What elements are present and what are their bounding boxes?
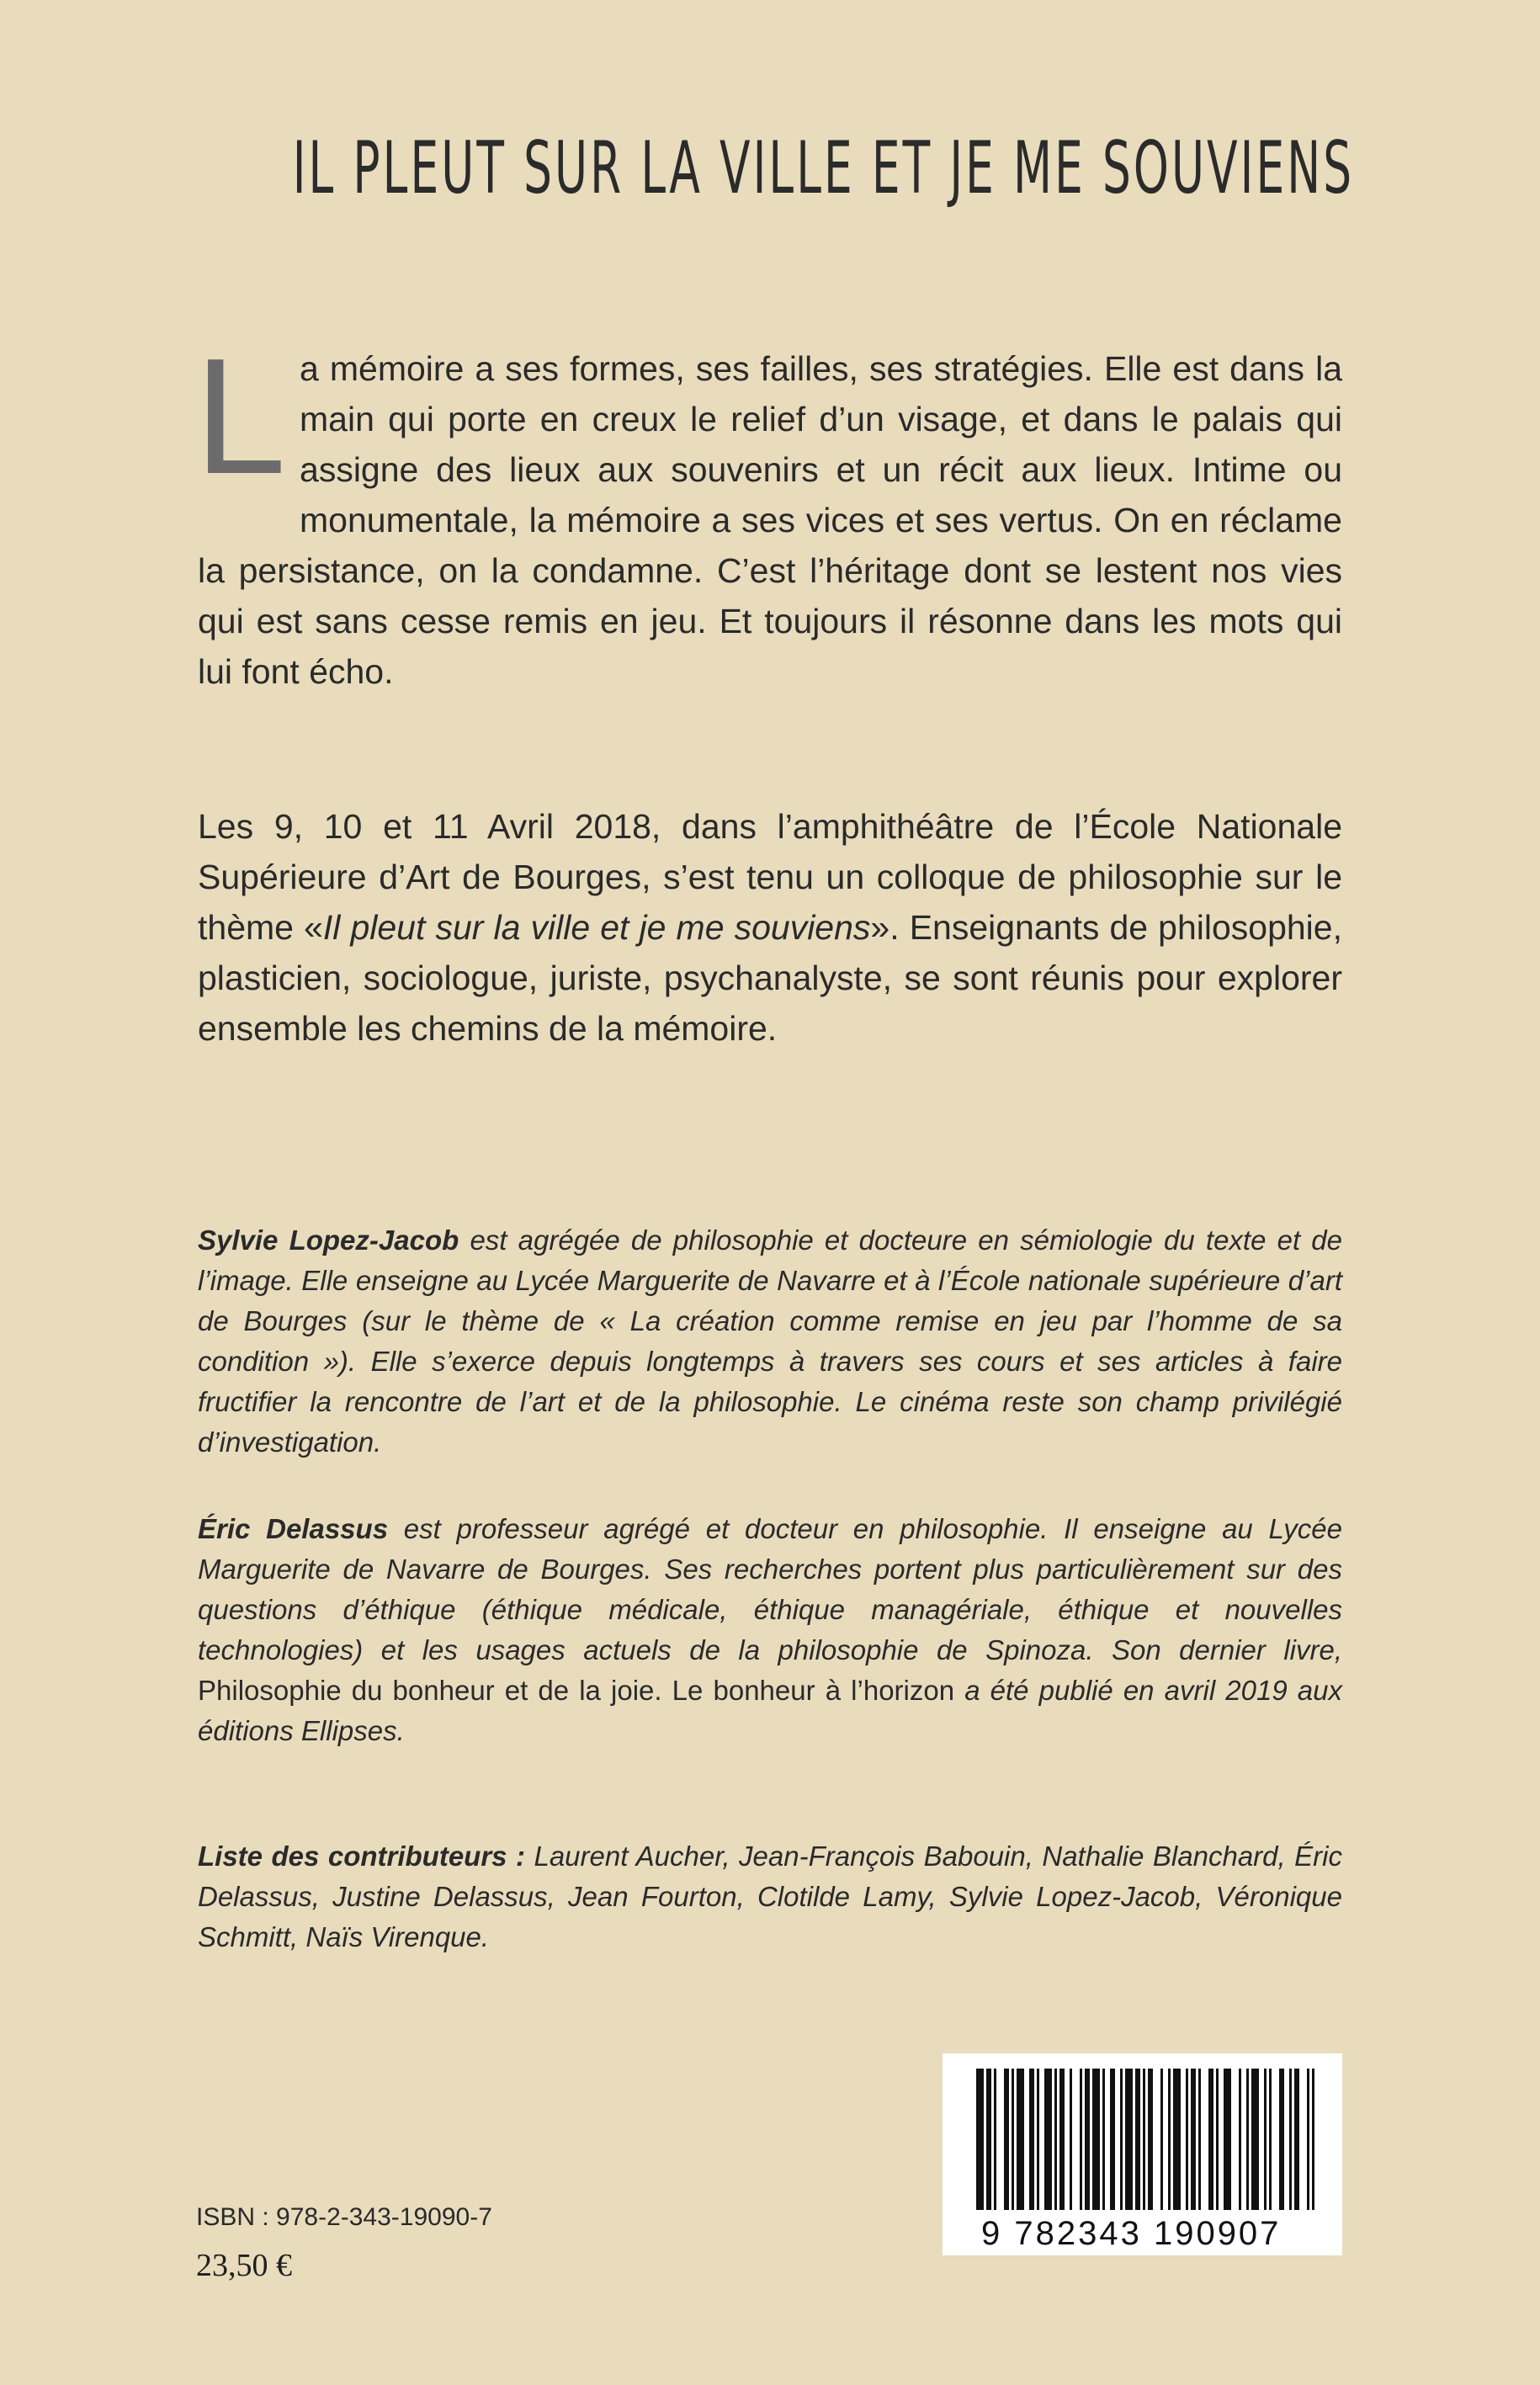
barcode-bar bbox=[1054, 2069, 1057, 2210]
barcode-bar bbox=[1191, 2069, 1196, 2210]
author-name: Sylvie Lopez-Jacob bbox=[198, 1224, 459, 1256]
barcode-bar bbox=[994, 2069, 996, 2210]
barcode-bar bbox=[1289, 2069, 1292, 2210]
contributors-label: Liste des contributeurs : bbox=[198, 1841, 525, 1872]
author-bio-lopez-jacob bbox=[198, 1220, 1342, 1463]
barcode-bar bbox=[1279, 2069, 1284, 2210]
barcode-bar bbox=[1080, 2069, 1082, 2210]
barcode-bar bbox=[976, 2069, 984, 2210]
intro-paragraph bbox=[194, 324, 1342, 697]
author-bio-text-end: a été publié en avril 2019 aux éditions Ellipses. bbox=[198, 1675, 1342, 1746]
barcode-bar bbox=[1269, 2069, 1272, 2210]
book-title: IL PLEUT SUR LA VILLE ET JE ME SOUVIENS bbox=[292, 126, 1355, 210]
barcode-bar bbox=[1037, 2069, 1039, 2210]
barcode-bar bbox=[1251, 2069, 1259, 2210]
author-name: Éric Delassus bbox=[198, 1513, 389, 1544]
barcode-bar bbox=[1148, 2069, 1153, 2210]
isbn: ISBN : 978-2-343-19090-7 bbox=[196, 2203, 492, 2231]
author-bio-text: est professeur agrégé et docteur en philosophie. Il enseigne au Lycée Marguerite de Navarre de Bourges. Ses recherches portent plus particulièrement sur des questions d’éthique (éthique médicale, éthique managériale, éthique et nouvelles technologies) et les usages actuels de la philosophie de Spinoza. Son dernier livre, bbox=[198, 1513, 1342, 1665]
colloque-paragraph bbox=[198, 801, 1342, 1054]
barcode-bar bbox=[1059, 2069, 1065, 2210]
book-reference: Philosophie du bonheur et de la joie. Le bonheur à l’horizon bbox=[198, 1675, 955, 1706]
barcode-bar bbox=[1092, 2069, 1100, 2210]
barcode-bar bbox=[1208, 2069, 1213, 2210]
barcode-bar bbox=[1264, 2069, 1267, 2210]
colloque-text-before: Les 9, 10 et 11 Avril 2018, dans l’amphithéâtre de l’École Nationale Supérieure d’Art de Bourges, s’est tenu un colloque de philosophie sur le thème « bbox=[198, 807, 1342, 947]
colloque-theme: Il pleut sur la ville et je me souviens bbox=[322, 908, 871, 947]
barcode-bar bbox=[1044, 2069, 1052, 2210]
barcode bbox=[943, 2053, 1342, 2255]
barcode-bar bbox=[1186, 2069, 1188, 2210]
drop-cap: L bbox=[194, 324, 287, 508]
barcode-bar bbox=[1160, 2069, 1163, 2210]
barcode-bar bbox=[1168, 2069, 1171, 2210]
barcode-bar bbox=[1135, 2069, 1140, 2210]
barcode-bar bbox=[1143, 2069, 1145, 2210]
barcode-bar bbox=[1312, 2069, 1314, 2210]
barcode-bar bbox=[1070, 2069, 1072, 2210]
barcode-bar bbox=[1012, 2069, 1014, 2210]
barcode-bar bbox=[1004, 2069, 1009, 2210]
barcode-bar bbox=[1294, 2069, 1299, 2210]
contributors-names: Laurent Aucher, Jean-François Babouin, Nathalie Blanchard, Éric Delassus, Justine Delassus, Jean Fourton, Clotilde Lamy, Sylvie Lopez-Jacob, Véronique Schmitt, Naïs Virenque. bbox=[198, 1841, 1342, 1952]
barcode-bar bbox=[1246, 2069, 1249, 2210]
barcode-bar bbox=[1120, 2069, 1123, 2210]
barcode-bar bbox=[1102, 2069, 1105, 2210]
barcode-bar bbox=[1029, 2069, 1034, 2210]
barcode-bar bbox=[1216, 2069, 1219, 2210]
barcode-digits: 9 782343 190907 bbox=[981, 2215, 1282, 2252]
barcode-bar bbox=[1224, 2069, 1231, 2210]
colloque-text-after: ». Enseignants de philosophie, plasticien, sociologue, juriste, psychanalyste, se sont réunis pour explorer ensemble les chemins de la mémoire. bbox=[198, 908, 1342, 1048]
barcode-bar bbox=[1239, 2069, 1241, 2210]
author-bio-text: est agrégée de philosophie et docteure en sémiologie du texte et de l’image. Elle enseigne au Lycée Marguerite de Navarre et à l’École nationale supérieure d’art de Bourges (sur le thème de « La création comme remise en jeu par l’homme de sa condition »). Elle s’exerce depuis longtemps à travers ses cours et ses articles à faire fructifier la rencontre de l’art et de la philosophie. Le cinéma reste son champ privilégié d’investigation. bbox=[198, 1224, 1343, 1458]
barcode-bar bbox=[1198, 2069, 1201, 2210]
intro-text: a mémoire a ses formes, ses failles, ses stratégies. Elle est dans la main qui porte en creux le relief d’un visage, et dans le palais qui assigne des lieux aux souvenirs et un récit aux lieux. Intime ou monumentale, la mémoire a ses vices et ses vertus. On en réclame la persistance, on la condamne. C’est l’héritage dont se lestent nos vies qui est sans cesse remis en jeu. Et toujours il résonne dans les mots qui lui font écho. bbox=[198, 349, 1342, 691]
contributors-list bbox=[198, 1836, 1342, 1957]
barcode-bar bbox=[1173, 2069, 1181, 2210]
barcode-bar bbox=[1307, 2069, 1309, 2210]
barcode-bar bbox=[1017, 2069, 1024, 2210]
barcode-bar bbox=[986, 2069, 991, 2210]
barcode-bar bbox=[1125, 2069, 1133, 2210]
author-bio-delassus bbox=[198, 1509, 1342, 1751]
barcode-bar bbox=[1085, 2069, 1090, 2210]
price: 23,50 € bbox=[196, 2248, 292, 2283]
barcode-bar bbox=[1110, 2069, 1115, 2210]
